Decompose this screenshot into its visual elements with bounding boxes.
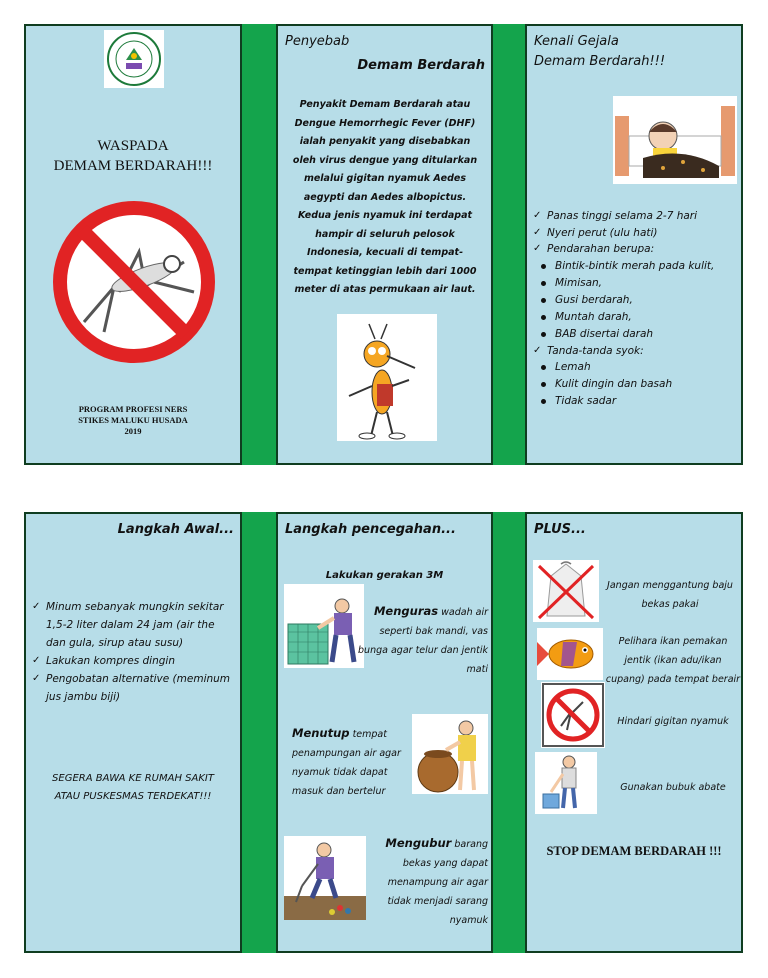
green-strip bbox=[242, 512, 276, 953]
no-mosquito-sign-icon bbox=[44, 192, 224, 372]
first-step-item: ✓ Pengobatan alternative (meminum jus jambu biji) bbox=[32, 670, 236, 706]
menguras-label: Menguras bbox=[373, 604, 439, 618]
shock-sign: Kulit dingin dan basah bbox=[533, 376, 739, 393]
first-steps-panel bbox=[24, 512, 242, 953]
menutup-description: tempat penampungan air agar nyamuk tidak dapat masuk dan bertelur bbox=[292, 729, 401, 797]
green-strip bbox=[493, 24, 525, 465]
symptom-abdominal-pain: ✓ Nyeri perut (ulu hati) bbox=[533, 225, 739, 242]
prevention-panel bbox=[276, 512, 493, 953]
burying-waste-icon bbox=[284, 836, 366, 920]
draining-water-tank-icon bbox=[284, 584, 364, 668]
cause-body-text: Penyakit Demam Berdarah atau Dengue Hemorrhegic Fever (DHF) ialah penyakit yang disebabkan oleh virus dengue yang ditularkan melalui gigitan nyamuk Aedes aegypti dan Aedes albopictus. Kedua jenis nyamuk ini terdapat hampir di seluruh pelosok Indonesia, kecuali di tempat-tempat ketinggian lebih dari 1000 meter di atas permukaan air laut. bbox=[292, 99, 478, 295]
menguras-text bbox=[358, 602, 488, 679]
college-seal-logo-icon bbox=[104, 30, 164, 88]
mengubur-text bbox=[364, 834, 488, 930]
tip-avoid-bites: Hindari gigitan nyamuk bbox=[617, 716, 729, 727]
prevention-heading: Langkah pencegahan... bbox=[285, 522, 456, 537]
bleeding-sign: Muntah darah, bbox=[533, 309, 739, 326]
hospital-warning: SEGERA BAWA KE RUMAH SAKIT ATAU PUSKESMAS TERDEKAT!!! bbox=[52, 773, 214, 802]
bleeding-sign: Gusi berdarah, bbox=[533, 292, 739, 309]
fish-icon bbox=[537, 628, 603, 680]
plus-heading: PLUS... bbox=[534, 522, 586, 537]
program-name: PROGRAM PROFESI NERS bbox=[78, 404, 188, 414]
year: 2019 bbox=[124, 426, 142, 436]
shock-sign: Lemah bbox=[533, 359, 739, 376]
symptoms-heading-2: Demam Berdarah!!! bbox=[534, 54, 666, 69]
tip-abate-powder: Gunakan bubuk abate bbox=[620, 782, 726, 793]
sick-child-in-bed-icon bbox=[613, 96, 737, 184]
plus-panel bbox=[525, 512, 743, 953]
cover-panel bbox=[24, 24, 242, 465]
menutup-text bbox=[292, 724, 408, 801]
symptom-bleeding: ✓ Pendarahan berupa: bbox=[533, 241, 739, 258]
bleeding-sign: BAB disertai darah bbox=[533, 326, 739, 343]
no-hanging-clothes-icon bbox=[533, 560, 599, 622]
first-step-item: ✓ Lakukan kompres dingin bbox=[32, 652, 236, 670]
mengubur-description: barang bekas yang dapat menampung air agar tidak menjadi sarang nyamuk bbox=[387, 839, 488, 926]
tip-no-hanging-clothes: Jangan menggantung baju bekas pakai bbox=[607, 580, 733, 610]
bleeding-sign: Bintik-bintik merah pada kulit, bbox=[533, 258, 739, 275]
no-mosquito-sign-small-icon bbox=[541, 682, 605, 748]
cartoon-mosquito-icon bbox=[337, 314, 437, 441]
cause-heading-2: Demam Berdarah bbox=[357, 58, 485, 73]
person-applying-abate-icon bbox=[535, 752, 597, 814]
covering-water-jar-icon bbox=[412, 714, 488, 794]
bleeding-sign: Mimisan, bbox=[533, 275, 739, 292]
symptoms-heading-1: Kenali Gejala bbox=[534, 34, 619, 49]
cause-heading-1: Penyebab bbox=[285, 34, 350, 49]
prevention-subheading: Lakukan gerakan 3M bbox=[325, 570, 444, 581]
menutup-label: Menutup bbox=[292, 726, 350, 740]
title-line-2: DEMAM BERDARAH!!! bbox=[53, 158, 213, 174]
symptom-fever: ✓ Panas tinggi selama 2-7 hari bbox=[533, 208, 739, 225]
symptoms-panel bbox=[525, 24, 743, 465]
shock-sign: Tidak sadar bbox=[533, 393, 739, 410]
first-steps-heading: Langkah Awal... bbox=[117, 522, 234, 537]
mengubur-label: Mengubur bbox=[385, 836, 452, 850]
symptom-shock: ✓ Tanda-tanda syok: bbox=[533, 343, 739, 360]
cause-panel bbox=[276, 24, 493, 465]
stop-dengue-footer: STOP DEMAM BERDARAH !!! bbox=[546, 844, 722, 858]
menguras-description: wadah air seperti bak mandi, vas bunga agar telur dan jentik mati bbox=[358, 607, 488, 675]
green-strip bbox=[242, 24, 276, 465]
title-line-1: WASPADA bbox=[97, 138, 169, 154]
green-strip bbox=[493, 512, 525, 953]
first-step-item: ✓ Minum sebanyak mungkin sekitar 1,5-2 liter dalam 24 jam (air the dan gula, sirup atau susu) bbox=[32, 598, 236, 652]
tip-fish: Pelihara ikan pemakan jentik (ikan adu/ikan cupang) pada tempat berair bbox=[605, 636, 741, 685]
institution-name: STIKES MALUKU HUSADA bbox=[78, 415, 188, 425]
